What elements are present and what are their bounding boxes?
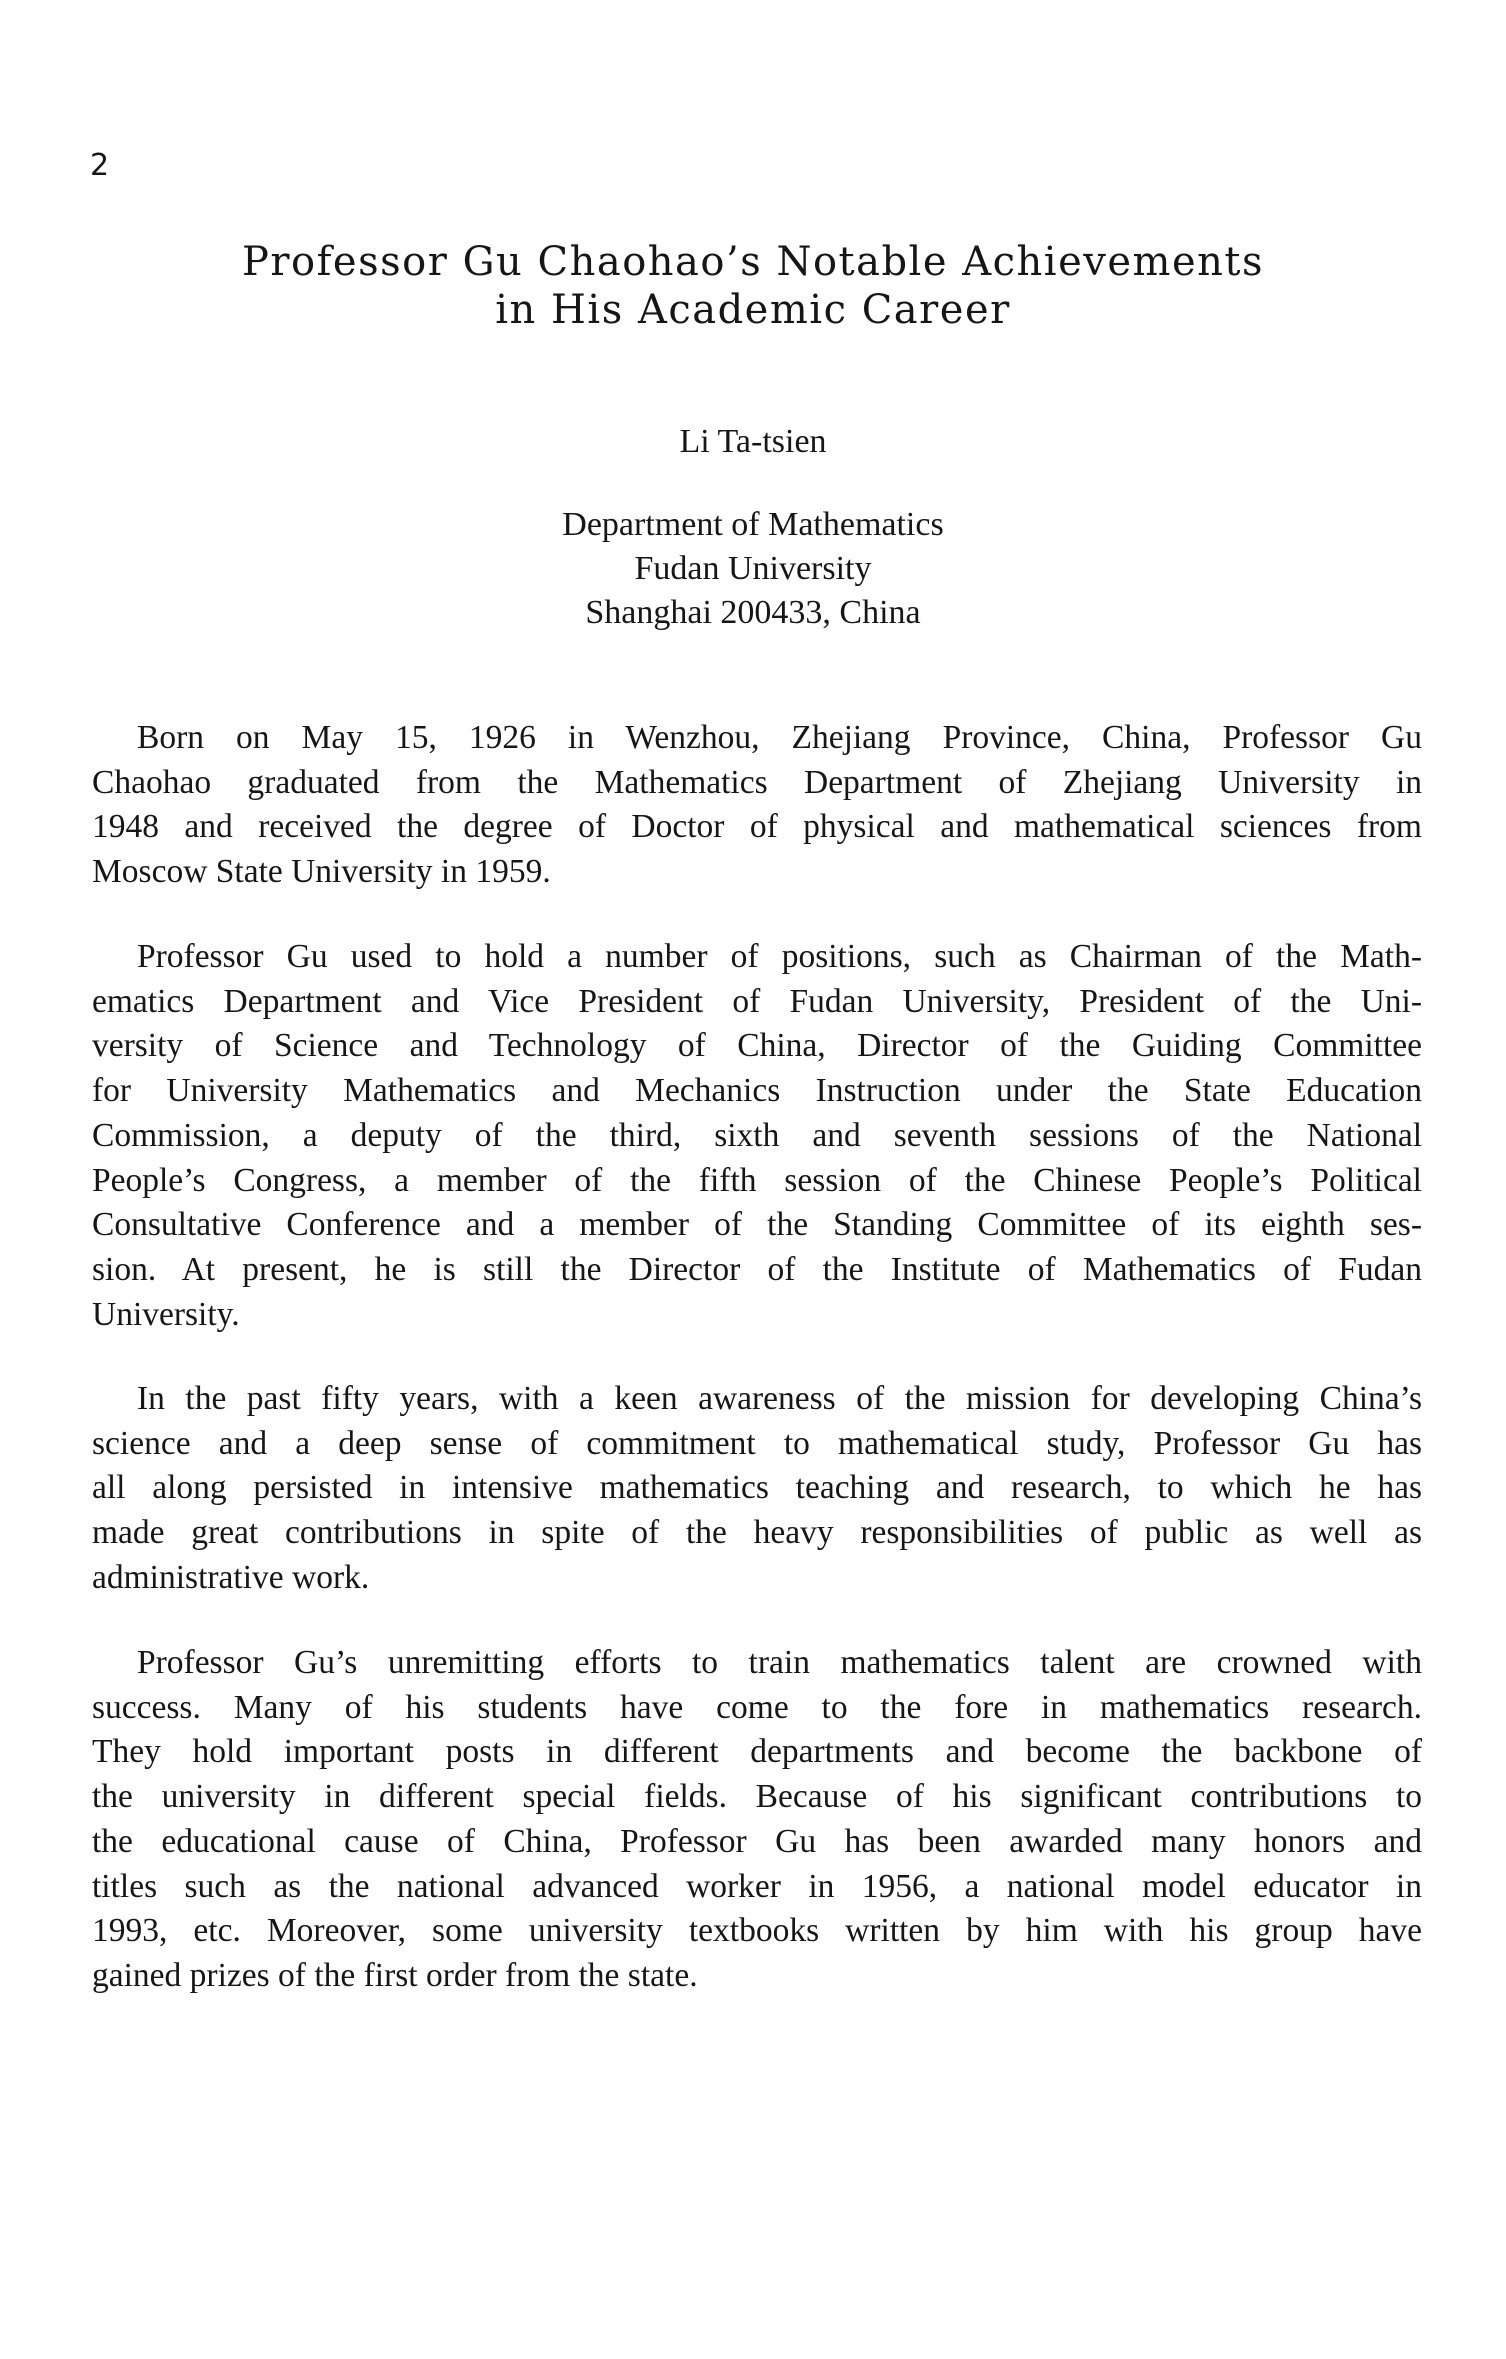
- paragraph-positions: [92, 935, 1422, 1337]
- paragraph-research: [92, 1377, 1422, 1601]
- paragraph-students-honors: [92, 1641, 1422, 1999]
- affiliation-department: Department of Mathematics: [562, 506, 944, 543]
- author-name: Li Ta-tsien: [679, 423, 827, 460]
- text-line: They hold important posts in different departments and become the backbone of: [92, 1733, 1422, 1771]
- text-line: Professor Gu used to hold a number of positions, such as Chairman of the Math-: [137, 938, 1422, 975]
- text-line: Chaohao graduated from the Mathematics Department of Zhejiang University in: [92, 763, 1422, 801]
- text-line: made great contributions in spite of the heavy responsibilities of public as well as: [92, 1514, 1422, 1552]
- text-line: Commission, a deputy of the third, sixth and seventh sessions of the National: [92, 1116, 1422, 1154]
- text-line: for University Mathematics and Mechanics Instruction under the State Education: [92, 1072, 1422, 1110]
- text-line: 1993, etc. Moreover, some university textbooks written by him with his group have: [92, 1912, 1422, 1950]
- text-line: science and a deep sense of commitment to mathematical study, Professor Gu has: [92, 1424, 1422, 1462]
- author-affiliation: [0, 503, 1506, 635]
- text-line: all along persisted in intensive mathematics teaching and research, to which he has: [92, 1469, 1422, 1507]
- text-line: versity of Science and Technology of China, Director of the Guiding Committee: [92, 1027, 1422, 1065]
- article-title: [0, 238, 1506, 334]
- text-line: People’s Congress, a member of the fifth session of the Chinese People’s Political: [92, 1161, 1422, 1199]
- text-line: Born on May 15, 1926 in Wenzhou, Zhejiang Province, China, Professor Gu: [137, 719, 1422, 756]
- text-line: administrative work.: [92, 1558, 370, 1596]
- text-line: titles such as the national advanced worker in 1956, a national model educator in: [92, 1867, 1422, 1905]
- text-line: sion. At present, he is still the Director of the Institute of Mathematics of Fudan: [92, 1250, 1422, 1288]
- text-line: Consultative Conference and a member of the Standing Committee of its eighth ses-: [92, 1206, 1422, 1244]
- text-line: University.: [92, 1295, 240, 1333]
- text-line: ematics Department and Vice President of Fudan University, President of the Uni-: [92, 982, 1422, 1020]
- text-line: Professor Gu’s unremitting efforts to train mathematics talent are crowned with: [137, 1644, 1422, 1681]
- affiliation-address: Shanghai 200433, China: [585, 594, 921, 631]
- affiliation-university: Fudan University: [634, 550, 872, 587]
- title-line: in His Academic Career: [495, 287, 1011, 333]
- text-line: success. Many of his students have come to the fore in mathematics research.: [92, 1688, 1422, 1726]
- title-line: Professor Gu Chaohao’s Notable Achievements: [242, 239, 1264, 285]
- page-number: 2: [90, 148, 110, 183]
- text-line: the university in different special fields. Because of his significant contributions to: [92, 1778, 1422, 1816]
- text-line: gained prizes of the first order from the state.: [92, 1956, 698, 1994]
- text-line: In the past fifty years, with a keen awareness of the mission for developing China’s: [137, 1380, 1422, 1417]
- text-line: Moscow State University in 1959.: [92, 853, 551, 891]
- text-line: the educational cause of China, Professor Gu has been awarded many honors and: [92, 1822, 1422, 1860]
- paragraph-birth-education: [92, 716, 1422, 895]
- text-line: 1948 and received the degree of Doctor of physical and mathematical sciences from: [92, 808, 1422, 846]
